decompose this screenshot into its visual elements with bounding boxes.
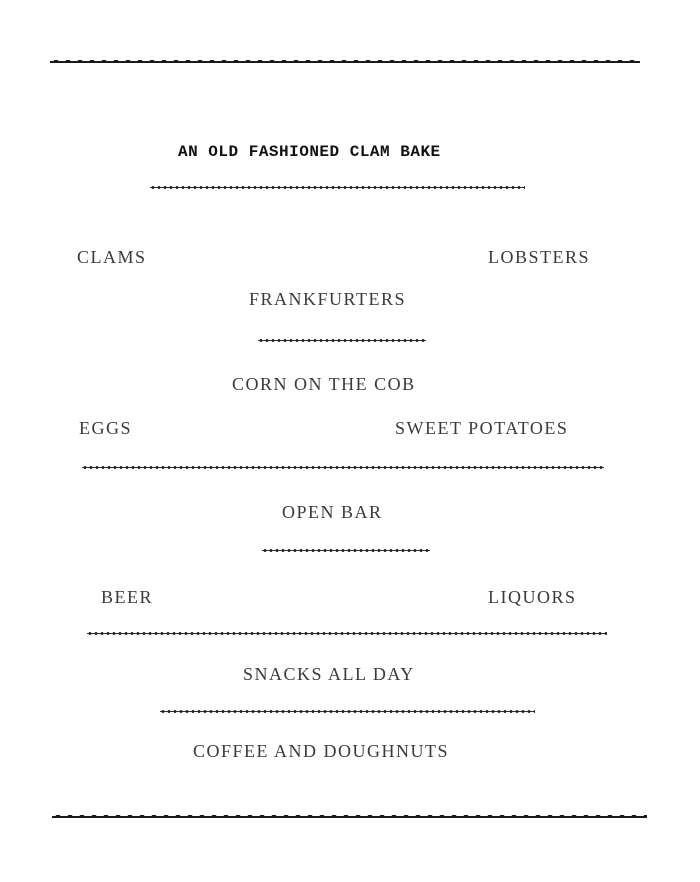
menu-item-liquors: LIQUORS <box>488 587 577 607</box>
menu-item-eggs: EGGS <box>79 418 133 438</box>
divider-rule-5 <box>160 710 535 713</box>
divider-rule-4 <box>87 632 607 635</box>
menu-item-coffee: COFFEE AND DOUGHNUTS <box>193 741 450 761</box>
bottom-border-rule <box>52 815 647 821</box>
menu-item-frankfurters: FRANKFURTERS <box>249 289 406 309</box>
divider-rule-2 <box>82 466 604 469</box>
menu-item-open-bar: OPEN BAR <box>282 502 383 522</box>
menu-item-lobsters: LOBSTERS <box>488 247 591 267</box>
menu-item-clams: CLAMS <box>77 247 147 267</box>
page-title: AN OLD FASHIONED CLAM BAKE <box>178 143 441 161</box>
divider-rule-1 <box>258 339 426 342</box>
menu-item-snacks: SNACKS ALL DAY <box>243 664 415 684</box>
menu-item-sweet-potatoes: SWEET POTATOES <box>395 418 569 438</box>
menu-item-beer: BEER <box>101 587 154 607</box>
top-border-rule <box>50 60 640 66</box>
title-underline-rule <box>150 186 525 189</box>
menu-item-corn: CORN ON THE COB <box>232 374 416 394</box>
divider-rule-3 <box>262 549 430 552</box>
